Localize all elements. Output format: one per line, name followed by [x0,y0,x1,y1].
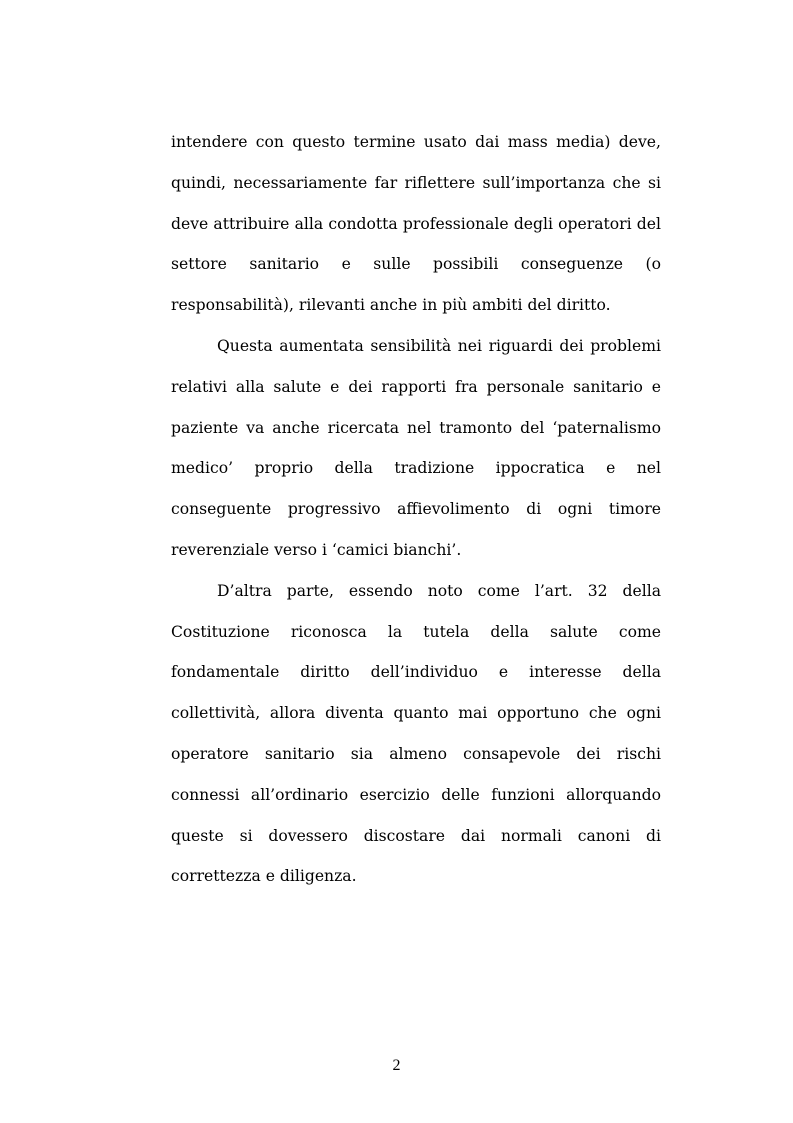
paragraph-continuation: intendere con questo termine usato dai mass media) deve, quindi, necessariamente far riflettere sull’importanza che si deve attribuire alla condotta professionale degli operatori del settore sanitario e sulle possibili conseguenze (o responsabilità), rilevanti anche in più ambiti del diritto. [171,133,661,315]
paragraph-constitution: D’altra parte, essendo noto come l’art. 32 della Costituzione riconosca la tutela della salute come fondamentale diritto dell’individuo e interesse della collettività, allora diventa quanto mai opportuno che ogni operatore sanitario sia almeno consapevole dei rischi connessi all’ordinario esercizio delle funzioni allorquando queste si dovessero discostare dai normali canoni di correttezza e diligenza. [171,581,661,886]
body-text [171,122,661,897]
page-number: 2 [392,1057,401,1074]
paragraph-sensitivity: Questa aumentata sensibilità nei riguardi dei problemi relativi alla salute e dei rapporti fra personale sanitario e paziente va anche ricercata nel tramonto del ‘paternalismo medico’ proprio della tradizione ippocratica e nel conseguente progressivo affievolimento di ogni timore reverenziale verso i ‘camici bianchi’. [171,336,661,559]
